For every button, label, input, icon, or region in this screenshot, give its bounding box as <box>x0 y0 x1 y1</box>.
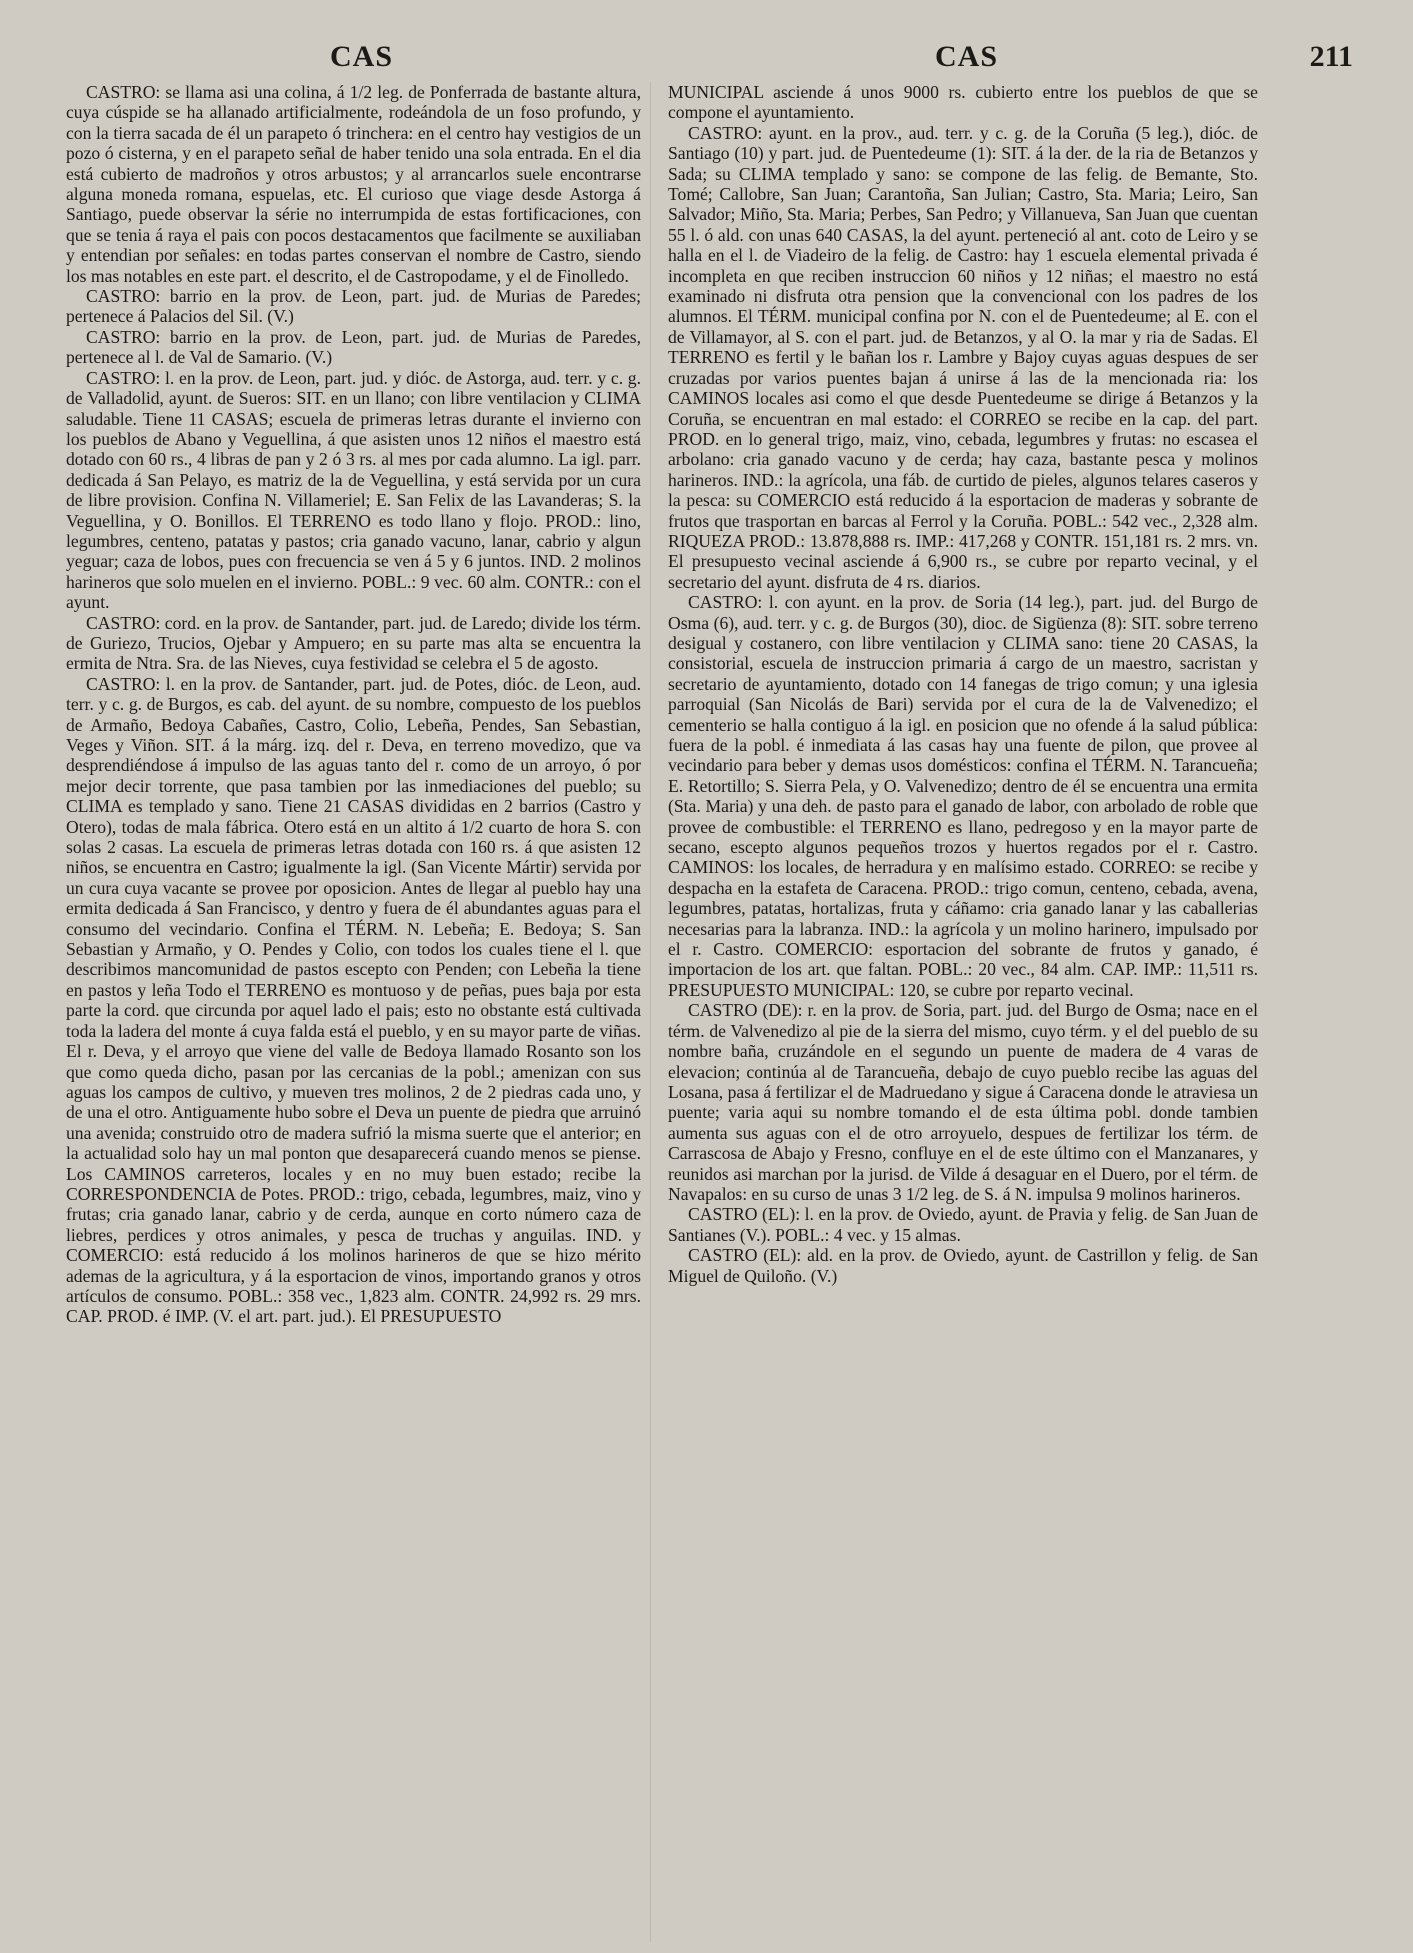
right-column <box>668 82 1258 1942</box>
entry-castro-cord-santander: CASTRO: cord. en la prov. de Santander, part. jud. de Laredo; divide los térm. de Guriezo, Trucios, Ojebar y Ampuero; en su parte mas alta se encuentra la ermita de Ntra. Sra. de las Nieves, cuya festividad se celebra el 5 de agosto. <box>66 612 641 674</box>
right-running-head: CAS <box>935 40 999 73</box>
running-header <box>60 40 1353 80</box>
entry-castro-coruna: CASTRO: ayunt. en la prov., aud. terr. y c. g. de la Coruña (5 leg.), dióc. de Santiago (10) y part. jud. de Puentedeume (1): SIT. á la der. de la ria de Betanzos y Sada; su CLIMA templado y sano: se compone de las felig. de Bemante, Sto. Tomé; Callobre, San Juan; Carantoña, San Julian; Castro, Sta. Maria; Leiro, San Salvador; Miño, Sta. Maria; Perbes, San Pedro; y Villanueva, San Juan que cuentan 55 l. ó ald. con unas 640 CASAS, la del ayunt. perteneció al ant. coto de Leiro y se halla en el l. de Viadeiro de la felig. de Castro: hay 1 escuela elemental privada é incompleta en que reciben instruccion 60 niños y 12 niñas; el maestro no está examinado ni disfruta otra pension que la convencional con los padres de los alumnos. El TÉRM. municipal confina por N. con el de Puentedeume; al E. con el de Villamayor, al S. con el part. jud. de Betanzos, y al O. la mar y ria de Sadas. El TERRENO es fertil y le bañan los r. Lambre y Bajoy cuyas aguas despues de ser cruzadas por varios puentes bajan á unirse á las de la mencionada ria: los CAMINOS locales asi como el que desde Puentedeume se dirige á Betanzos y la Coruña, se encuentran en mal estado: el CORREO se recibe en la cap. del part. PROD. en lo general trigo, maiz, vino, cebada, legumbres y frutas: no escasea el arbolano: cria ganado vacuno y de cerda; hay caza, bastante pesca y molinos harineros. IND.: la agrícola, una fáb. de curtido de pieles, algunos telares caseros y la pesca: su COMERCIO está reducido á la esportacion de maderas y sobrante de frutos que trasportan en barcas al Ferrol y la Coruña. POBL.: 542 vec., 2,328 alm. RIQUEZA PROD.: 13.878,888 rs. IMP.: 417,268 y CONTR. 151,181 rs. 2 mrs. vn. El presupuesto vecinal asciende á 6,900 rs., se cubre por reparto vecinal, y el secretario del ayunt. disfruta de 4 rs. diarios. <box>668 122 1258 592</box>
entry-continuation: MUNICIPAL asciende á unos 9000 rs. cubierto entre los pueblos de que se compone el ayuntamiento. <box>668 82 1258 123</box>
entry-castro-astorga: CASTRO: l. en la prov. de Leon, part. jud. y dióc. de Astorga, aud. terr. y c. g. de Valladolid, ayunt. de Sueros: SIT. en un llano; con libre ventilacion y CLIMA saludable. Tiene 11 CASAS; escuela de primeras letras durante el invierno con los pueblos de Abano y Veguellina, á que asisten unos 12 niños el maestro está dotado con 60 rs., 4 libras de pan y 2 ó 3 rs. al mes por cada alumno. La igl. parr. dedicada á San Pelayo, es matriz de la de Veguellina, y está servida por un cura de libre provision. Confina N. Villameriel; E. San Felix de las Lavanderas; S. la Veguellina, y O. Bonillos. El TERRENO es todo llano y flojo. PROD.: lino, legumbres, centeno, patatas y pastos; cria ganado vacuno, lanar, cabrio y algun yeguar; caza de lobos, pues con frecuencia se ven á 5 y 6 juntos. IND. 2 molinos harineros que solo muelen en el invierno. POBL.: 9 vec. 60 alm. CONTR.: con el ayunt. <box>66 367 641 613</box>
page-number: 211 <box>1309 40 1353 73</box>
entry-castro-potes: CASTRO: l. en la prov. de Santander, part. jud. de Potes, dióc. de Leon, aud. terr. y c. g. de Burgos, es cab. del ayunt. de su nombre, compuesto de los pueblos de Armaño, Bedoya Cabañes, Castro, Colio, Lebeña, Pendes, San Sebastian, Veges y Viñon. SIT. á la márg. izq. del r. Deva, en terreno movedizo, que va desprendiéndose á impulso de las aguas tanto del r. como de un arroyo, ó por mejor decir torrente, que pasa tambien por las inmediaciones del pueblo; su CLIMA es templado y sano. Tiene 21 CASAS divididas en 2 barrios (Castro y Otero), todas de mala fábrica. Otero está en un altito á 1/2 cuarto de hora S. con solas 2 casas. La escuela de primeras letras dotada con 160 rs. á que asisten 12 niños, se encuentra en Castro; igualmente la igl. (San Vicente Mártir) servida por un cura cuya vacante se provee por oposicion. Antes de llegar al pueblo hay una ermita dedicada á San Francisco, y dentro y fuera de él abundantes aguas para el consumo del vecindario. Confina el TÉRM. N. Lebeña; E. Bedoya; S. San Sebastian y Armaño, y O. Pendes y Colio, con todos los cuales tiene el l. que describimos mancomunidad de pastos escepto con Penden; con Lebeña la tiene en pastos y leña Todo el TERRENO es montuoso y de peñas, pues baja por esta parte la cord. que circunda por aquel lado el pais; esto no obstante está cultivada toda la ladera del monte á cuya falda está el pueblo, y en su mayor parte de viñas. El r. Deva, y el arroyo que viene del valle de Bedoya llamado Rosanto son los que como queda dicho, pasan por las cercanias de la pobl.; amenizan con sus aguas los campos de cultivo, y mueven tres molinos, 2 de 2 piedras cada uno, y de una el otro. Antiguamente hubo sobre el Deva un puente de piedra que arruinó una avenida; construido otro de madera sufrió la misma suerte que el anterior; en la actualidad solo hay un mal ponton que desaparecerá cuando menos se piense. Los CAMINOS carreteros, locales y en no muy buen estado; recibe la CORRESPONDENCIA de Potes. PROD.: trigo, cebada, legumbres, maiz, vino y frutas; cria ganado lanar, cabrio y de cerda, aunque en corto número caza de liebres, perdices y otros animales, y pesca de truchas y anguilas. IND. y COMERCIO: está reducido á los molinos harineros de que se hizo mérito ademas de la agricultura, y á la esportacion de vinos, importando granos y otros artículos de consumo. POBL.: 358 vec., 1,823 alm. CONTR. 24,992 rs. 29 mrs. CAP. PROD. é IMP. (V. el art. part. jud.). El PRESUPUESTO <box>66 673 641 1327</box>
entry-castro-de-rio: CASTRO (DE): r. en la prov. de Soria, part. jud. del Burgo de Osma; nace en el térm. de Valvenedizo al pie de la sierra del mismo, cuyo térm. y el del pueblo de su nombre baña, cruzándole en el segundo un puente de madera de 4 varas de elevacion; continúa al de Tarancueña, debajo de cuyo pueblo recibe las aguas del Losana, pasa á fertilizar el de Madruedano y sigue á Caracena donde le atraviesa un puente; varia aqui su nombre tomando el de esta última pobl. donde tambien aumenta sus aguas con el de otro arroyuelo, despues de fertilizar los térm. de Carrascosa de Abajo y Fresno, confluye en el de este último con el Manzanares, y reunidos asi marchan por la jurisd. de Vilde á desaguar en el Duero, por el térm. de Navapalos: en su curso de unas 3 1/2 leg. de S. á N. impulsa 9 molinos harineros. <box>668 1000 1258 1204</box>
left-column <box>66 82 641 1942</box>
entry-castro-soria: CASTRO: l. con ayunt. en la prov. de Soria (14 leg.), part. jud. del Burgo de Osma (6), aud. terr. y c. g. de Burgos (30), dioc. de Sigüenza (8): SIT. sobre terreno desigual y costanero, con libre ventilacion y CLIMA sano: tiene 20 CASAS, la consistorial, escuela de instruccion primaria á cargo de un maestro, sacristan y secretario de ayuntamiento, dotado con 14 fanegas de trigo comun; y una iglesia parroquial (San Nicolás de Bari) servida por el cura de la de Valvenedizo; el cementerio se halla contiguo á la igl. en posicion que no ofende á la salud pública: fuera de la pobl. é inmediata á las casas hay una fuente de pilon, que provee al vecindario para beber y demas usos domésticos: confina el TÉRM. N. Tarancueña; E. Retortillo; S. Sierra Pela, y O. Valvenedizo; dentro de él se encuentra una ermita (Sta. Maria) y una deh. de pasto para el ganado de labor, con arbolado de roble que provee de combustible: el TERRENO es llano, pedregoso y en la mayor parte de secano, escepto algunos pequeños trozos y huertos regados por el r. Castro. CAMINOS: los locales, de herradura y en malísimo estado. CORREO: se recibe y despacha en la estafeta de Caracena. PROD.: trigo comun, centeno, cebada, avena, legumbres, patatas, hortalizas, fruta y cáñamo: cria ganado lanar y las caballerias necesarias para la labranza. IND.: la agrícola y un molino harinero, impulsado por el r. Castro. COMERCIO: esportacion del sobrante de frutos y ganado, é importacion de los art. que faltan. POBL.: 20 vec., 84 alm. CAP. IMP.: 11,511 rs. PRESUPUESTO MUNICIPAL: 120, se cubre por reparto vecinal. <box>668 592 1258 1000</box>
entry-castro-el-castrillon: CASTRO (EL): ald. en la prov. de Oviedo, ayunt. de Castrillon y felig. de San Miguel de Quiloño. (V.) <box>668 1245 1258 1286</box>
column-gutter <box>650 82 651 1942</box>
entry-castro-el-pravia: CASTRO (EL): l. en la prov. de Oviedo, ayunt. de Pravia y felig. de San Juan de Santianes (V.). POBL.: 4 vec. y 15 almas. <box>668 1204 1258 1245</box>
left-running-head: CAS <box>330 40 394 73</box>
entry-castro-ponferrada: CASTRO: se llama asi una colina, á 1/2 leg. de Ponferrada de bastante altura, cuya cúspide se ha allanado artificialmente, rodeándola de un foso profundo, y con la tierra sacada de él un parapeto ó trinchera: en el centro hay vestigios de un pozo ó cisterna, y en el parapeto señal de haber tenido una sola entrada. En el dia está cubierto de madroños y otros arbustos; y al arrancarlos suele encontrarse alguna moneda romana, espuelas, etc. El curioso que viage desde Astorga á Santiago, puede observar la série no interrumpida de estas fortificaciones, con que se tenia á raya el pais con pocos destacamentos que facilmente se auxiliaban y entendian por señales: en todas partes conservan el nombre de Castro, siendo los mas notables en este part. el descrito, el de Castropodame, y el de Finolledo. <box>66 82 641 286</box>
entry-castro-barrio-palacios: CASTRO: barrio en la prov. de Leon, part. jud. de Murias de Paredes; pertenece á Palacios del Sil. (V.) <box>66 286 641 327</box>
entry-castro-barrio-samario: CASTRO: barrio en la prov. de Leon, part. jud. de Murias de Paredes, pertenece al l. de Val de Samario. (V.) <box>66 326 641 368</box>
